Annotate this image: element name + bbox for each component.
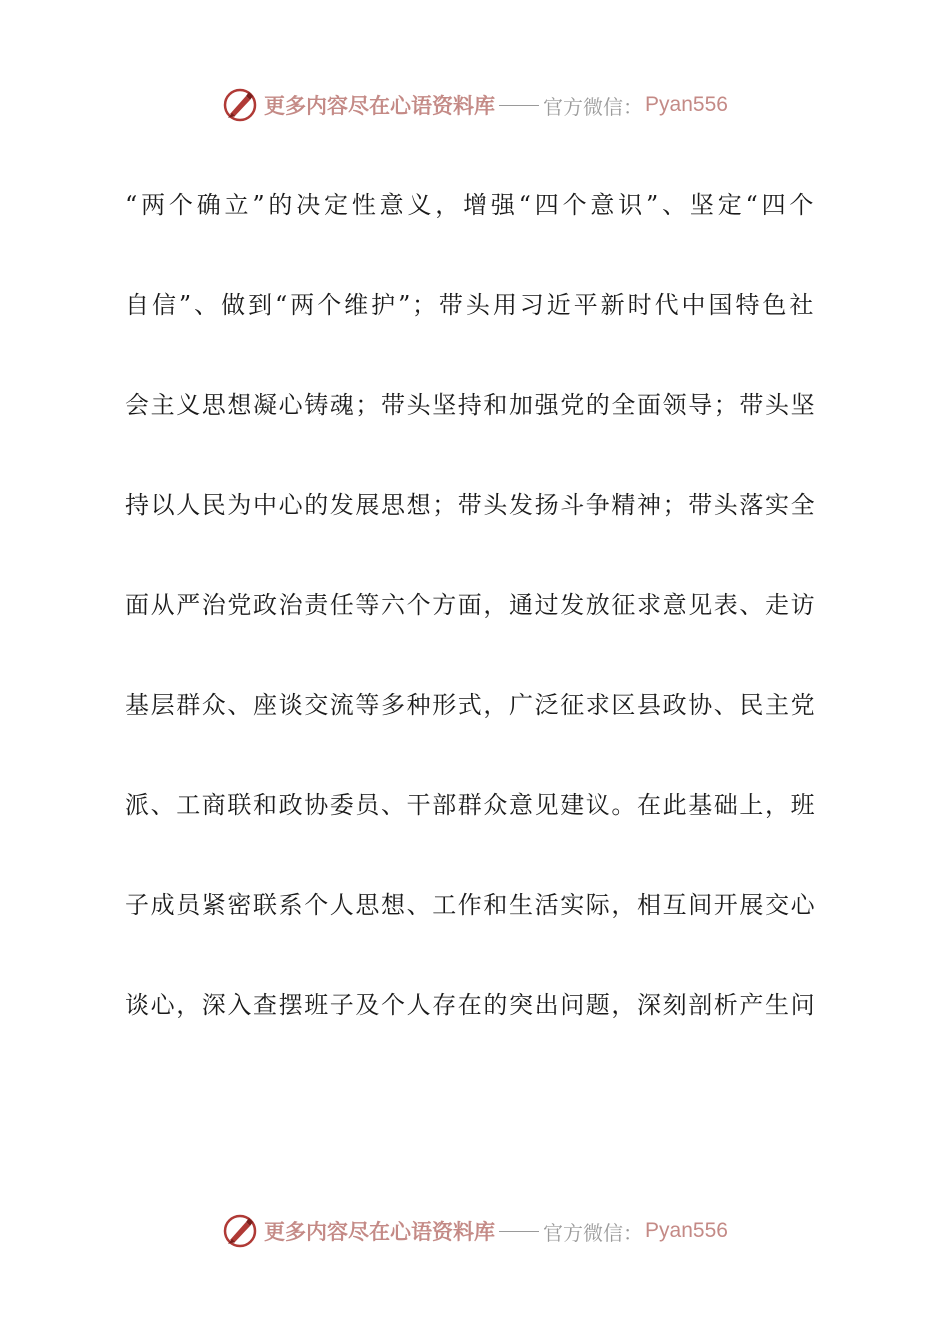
text-line: 持以人民为中心的发展思想；带头发扬斗争精神；带头落实全 [125,491,817,519]
header-official-label: 官方微信： [543,94,644,119]
header-wechat-id: Pyan556 [645,93,728,116]
text-line: 子成员紧密联系个人思想、工作和生活实际，相互间开展交心 [125,891,817,919]
text-line: 会主义思想凝心铸魂；带头坚持和加强党的全面领导；带头坚 [125,391,817,419]
pen-nib-logo-icon [222,87,258,123]
text-line: 谈心，深入查摆班子及个人存在的突出问题，深刻剖析产生问 [125,991,817,1019]
footer-watermark [0,1206,950,1256]
pen-nib-logo-icon [222,1213,258,1249]
header-watermark [0,80,950,130]
text-line: 基层群众、座谈交流等多种形式，广泛征求区县政协、民主党 [125,691,817,719]
text-line: 面从严治党政治责任等六个方面，通过发放征求意见表、走访 [125,591,817,619]
document-body [125,180,815,1080]
header-dash [499,105,539,106]
footer-official-label: 官方微信： [543,1220,644,1245]
text-line: 派、工商联和政协委员、干部群众意见建议。在此基础上，班 [125,791,817,819]
footer-wechat-id: Pyan556 [645,1219,728,1242]
header-brand-text: 更多内容尽在心语资料库 [264,93,496,118]
footer-dash [499,1231,539,1232]
text-line: 自信”、做到“两个维护”；带头用习近平新时代中国特色社 [125,291,815,319]
text-line: “两个确立”的决定性意义，增强“四个意识”、坚定“四个 [125,191,815,219]
footer-brand-text: 更多内容尽在心语资料库 [264,1219,496,1244]
